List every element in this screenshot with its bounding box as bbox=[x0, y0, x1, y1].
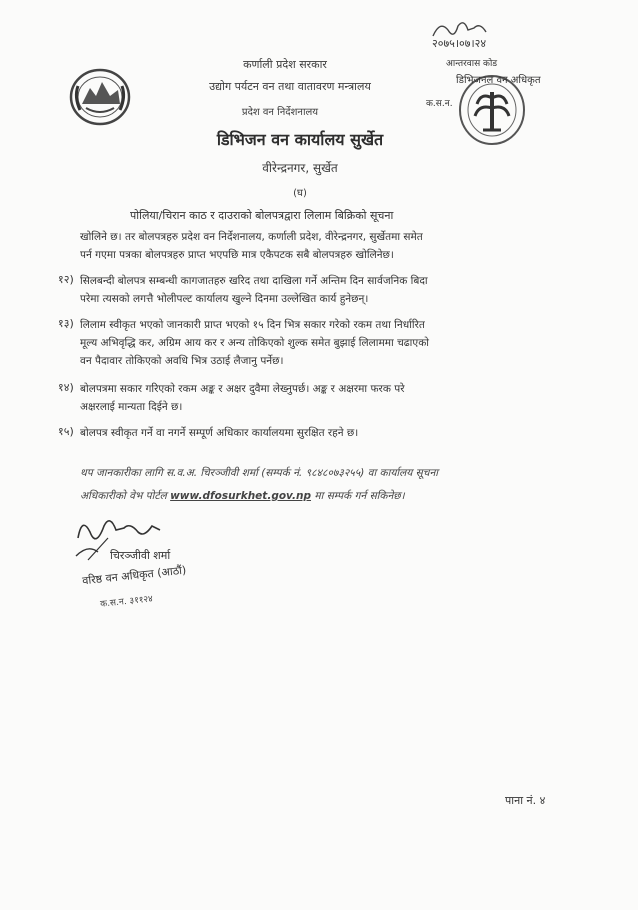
page-number: पाना नं. ४ bbox=[505, 794, 546, 807]
paragraph-line: पर्न गएमा पत्रका बोलपत्रहरु प्राप्त भएपछि मात्र एकैपटक सबै बोलपत्रहरु खोलिनेछ। bbox=[80, 249, 394, 261]
contact-line-2-post: मा सम्पर्क गर्न सकिनेछ। bbox=[311, 490, 405, 502]
item-number: १२) bbox=[58, 273, 74, 286]
paragraph-line: बोलपत्र स्वीकृत गर्ने वा नगर्ने सम्पूर्ण अधिकार कार्यालयमा सुरक्षित रहने छ। bbox=[80, 427, 359, 439]
government-emblem-icon bbox=[68, 66, 132, 128]
paragraph-line: वन पैदावार तोकिएको अवधि भित्र उठाई लैजानु पर्नेछ। bbox=[80, 355, 284, 367]
paragraph-item-15 bbox=[80, 424, 580, 442]
signatory-name: चिरञ्जीवी शर्मा bbox=[110, 549, 171, 562]
seal-title: डिभिजनल वन अधिकृत bbox=[456, 75, 541, 86]
item-number: १४) bbox=[58, 381, 74, 394]
signatory-code: क.स.न. ३११२४ bbox=[99, 594, 154, 610]
website-link[interactable]: www.dfosurkhet.gov.np bbox=[170, 490, 312, 502]
paragraph-continuation bbox=[80, 228, 580, 264]
header-bracket: (घ) bbox=[293, 188, 307, 199]
item-number: १३) bbox=[58, 317, 74, 330]
contact-info bbox=[80, 462, 580, 508]
paragraph-line: अक्षरलाई मान्यता दिईने छ। bbox=[80, 401, 183, 413]
paragraph-line: परेमा त्यसको लगत्तै भोलीपल्ट कार्यालय खुल्ने दिनमा उल्लेखित कार्य हुनेछन्। bbox=[80, 293, 369, 305]
header-government: कर्णाली प्रदेश सरकार bbox=[243, 58, 327, 71]
paragraph-item-13 bbox=[80, 316, 580, 370]
item-number: १५) bbox=[58, 425, 74, 438]
stamp-date: २०७५।०७।२४ bbox=[432, 37, 487, 50]
signatory-position: वरिष्ठ वन अधिकृत (आठौं) bbox=[81, 563, 187, 588]
paragraph-line: लिलाम स्वीकृत भएको जानकारी प्राप्त भएको १५ दिन भित्र सकार गरेको रकम तथा निर्धारित bbox=[80, 319, 425, 331]
paragraph-line: सिलबन्दी बोलपत्र सम्बन्धी कागजातहरु खरिद तथा दाखिला गर्ने अन्तिम दिन सार्वजनिक बिदा bbox=[80, 275, 428, 287]
notice-title: पोलिया/चिरान काठ र दाउराको बोलपत्रद्वारा लिलाम बिक्रिको सूचना bbox=[130, 209, 394, 222]
paragraph-line: बोलपत्रमा सकार गरिएको रकम अङ्क र अक्षर दुवैमा लेख्नुपर्छ। अङ्क र अक्षरमा फरक परे bbox=[80, 383, 405, 395]
office-title: डिभिजन वन कार्यालय सुर्खेत bbox=[216, 130, 384, 149]
paragraph-item-14 bbox=[80, 380, 580, 416]
paragraph-line: खोलिने छ। तर बोलपत्रहरु प्रदेश वन निर्देशनालय, कर्णाली प्रदेश, वीरेन्द्रनगर, सुर्खेतमा समेत bbox=[80, 231, 423, 243]
paragraph-line: मूल्य अभिवृद्धि कर, अग्रिम आय कर र अन्य तोकिएको शुल्क समेत बुझाई लिलाममा चढाएको bbox=[80, 337, 429, 349]
header-ministry: उद्योग पर्यटन वन तथा वातावरण मन्त्रालय bbox=[209, 80, 371, 93]
office-address: वीरेन्द्रनगर, सुर्खेत bbox=[262, 161, 338, 175]
seal-sub: क.स.न. bbox=[426, 99, 453, 109]
contact-line-2-pre: अधिकारीको वेभ पोर्टल bbox=[80, 490, 171, 502]
contact-line-1: थप जानकारीका लागि स.व.अ. चिरञ्जीवी शर्मा (सम्पर्क नं. ९८४८०७३२५५) वा कार्यालय सूचना bbox=[80, 467, 438, 479]
paragraph-item-12 bbox=[80, 272, 580, 308]
stamp-code: आन्तरवास कोड bbox=[446, 59, 498, 69]
header-directorate: प्रदेश वन निर्देशनालय bbox=[241, 107, 319, 118]
